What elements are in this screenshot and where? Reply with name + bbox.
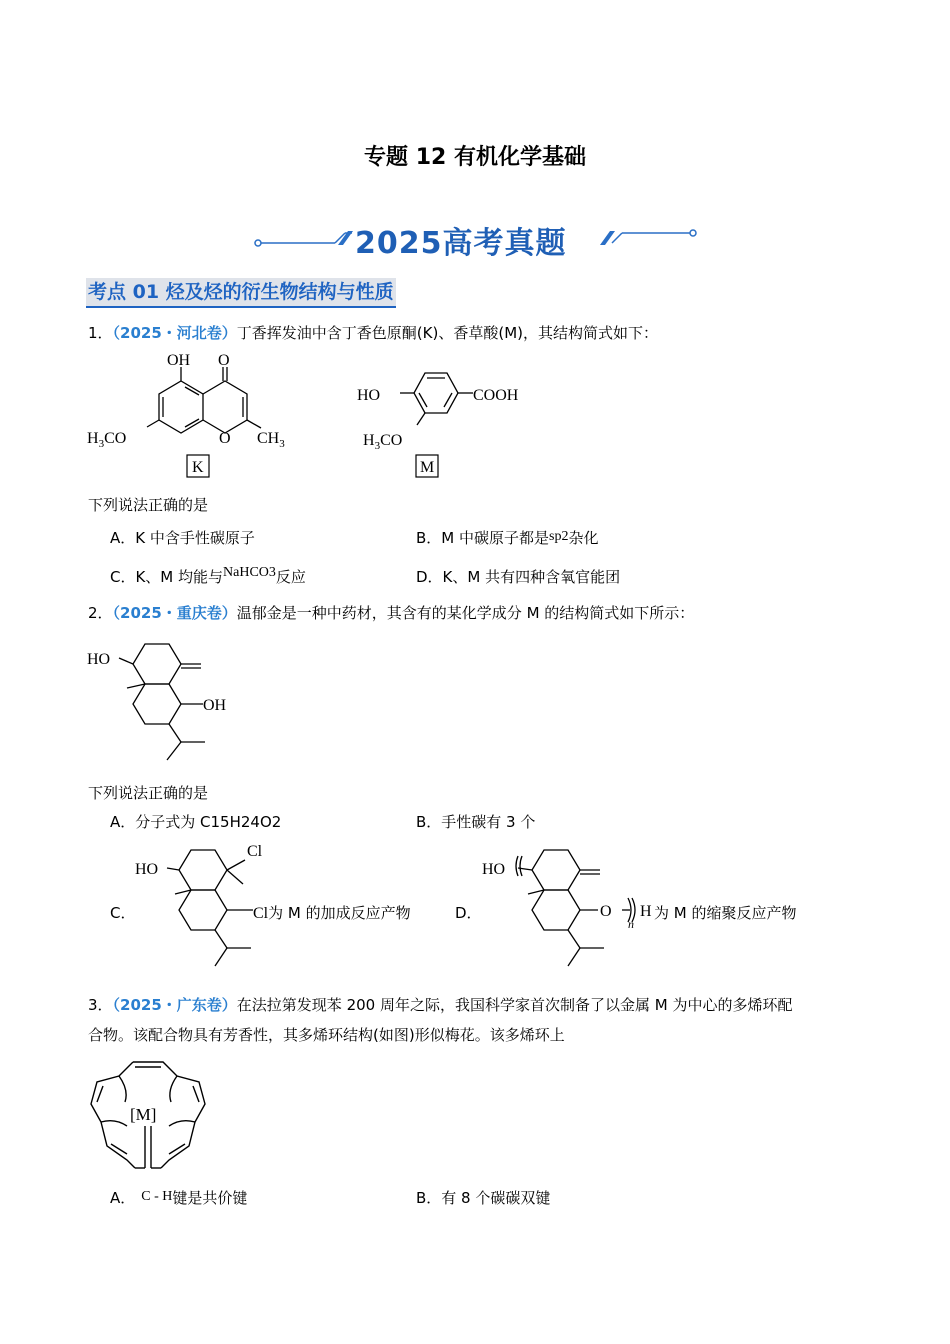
q2-option-c-text: [253, 902, 411, 925]
option-text: B．M 中碳原子都是: [416, 529, 550, 547]
question-text: 丁香挥发油中含丁香色原酮(K)、香草酸(M)，其结构简式如下：: [236, 324, 658, 342]
m-ho-label: HO: [357, 387, 381, 404]
q1-option-d[interactable]: D．K、M 共有四种含氧官能团: [416, 568, 621, 586]
question-3-stem-line2: 合物。该配合物具有芳香性，其多烯环结构(如图)形似梅花。该多烯环上: [88, 1026, 565, 1044]
question-1-prompt: 下列说法正确的是: [88, 496, 209, 514]
formula: sp2: [549, 529, 569, 544]
structure-m: [355, 365, 540, 485]
question-text: 在法拉第发现苯 200 周年之际，我国科学家首次制备了以金属 M 为中心的多烯环配: [236, 996, 793, 1014]
k-label: K: [192, 459, 204, 476]
metal-label: [M]: [130, 1105, 157, 1124]
option-text: 键是共价键: [172, 1189, 248, 1207]
option-text: 为 M 的加成反应产物: [268, 904, 411, 922]
k-ring-o-label: O: [219, 430, 231, 447]
option-text: 反应: [275, 568, 306, 586]
question-number: 1．: [88, 324, 113, 342]
question-2-prompt: 下列说法正确的是: [88, 784, 209, 802]
m-label: M: [420, 459, 435, 476]
question-source: （2025・河北卷）: [112, 324, 237, 342]
q1-option-b[interactable]: [416, 527, 598, 551]
q2-oh-label: OH: [203, 697, 227, 714]
q2-option-c[interactable]: [110, 902, 135, 924]
q1-option-a[interactable]: A．K 中含手性碳原子: [110, 529, 255, 547]
k-h3co-label: $H_3CO$: [87, 430, 127, 450]
structure-k: [85, 345, 300, 485]
m-h3co-label: $H_3CO$: [363, 432, 403, 452]
question-source: （2025・重庆卷）: [112, 604, 237, 622]
option-text: C．K、M 均能与: [110, 568, 224, 586]
m-cooh-label: COOH: [473, 387, 519, 404]
d-o-label: O: [600, 903, 612, 920]
q1-option-c[interactable]: [110, 566, 306, 590]
question-source: （2025・广东卷）: [112, 996, 237, 1014]
question-2-stem: [88, 602, 694, 624]
c-ho-label: HO: [135, 861, 159, 878]
c-cl1-label: Cl: [247, 843, 263, 860]
d-n-label: n: [628, 917, 634, 931]
c-cl2-label: Cl: [253, 905, 269, 922]
question-1-stem: [88, 322, 658, 344]
q2-option-b[interactable]: B．手性碳有 3 个: [416, 813, 536, 831]
q2-option-a[interactable]: A．分子式为 C15H24O2: [110, 813, 282, 831]
option-text: D．: [455, 904, 482, 922]
k-ch3-label: $CH_3$: [257, 430, 285, 450]
section-header: 考点 01 烃及烃的衍生物结构与性质: [86, 278, 396, 308]
q3-option-b[interactable]: B．有 8 个碳碳双键: [416, 1189, 551, 1207]
formula: C - H: [141, 1189, 173, 1204]
question-number: 2．: [88, 604, 113, 622]
k-oh-label: OH: [167, 352, 191, 369]
q3-option-a[interactable]: [110, 1187, 247, 1211]
k-o-label: O: [218, 352, 230, 369]
d-h-label: H: [640, 903, 652, 920]
q2-ho-label: HO: [87, 651, 111, 668]
option-text: A．: [110, 1189, 136, 1207]
structure-polyene: [85, 1052, 215, 1177]
question-3-stem: [88, 994, 792, 1016]
option-text: C．: [110, 904, 136, 922]
d-ho-label: HO: [482, 861, 506, 878]
banner-label: 2025高考真题: [355, 226, 567, 261]
structure-option-d: [480, 838, 680, 978]
formula: NaHCO3: [223, 565, 276, 580]
question-text: 温郁金是一种中药材，其含有的某化学成分 M 的结构简式如下所示：: [236, 604, 695, 622]
option-text: 杂化: [568, 529, 599, 547]
q2-option-d[interactable]: [455, 902, 482, 924]
structure-q2-m: [85, 630, 265, 775]
q2-option-d-text: 为 M 的缩聚反应产物: [654, 904, 797, 922]
page-title: 专题 12 有机化学基础: [364, 145, 586, 170]
question-number: 3．: [88, 996, 113, 1014]
